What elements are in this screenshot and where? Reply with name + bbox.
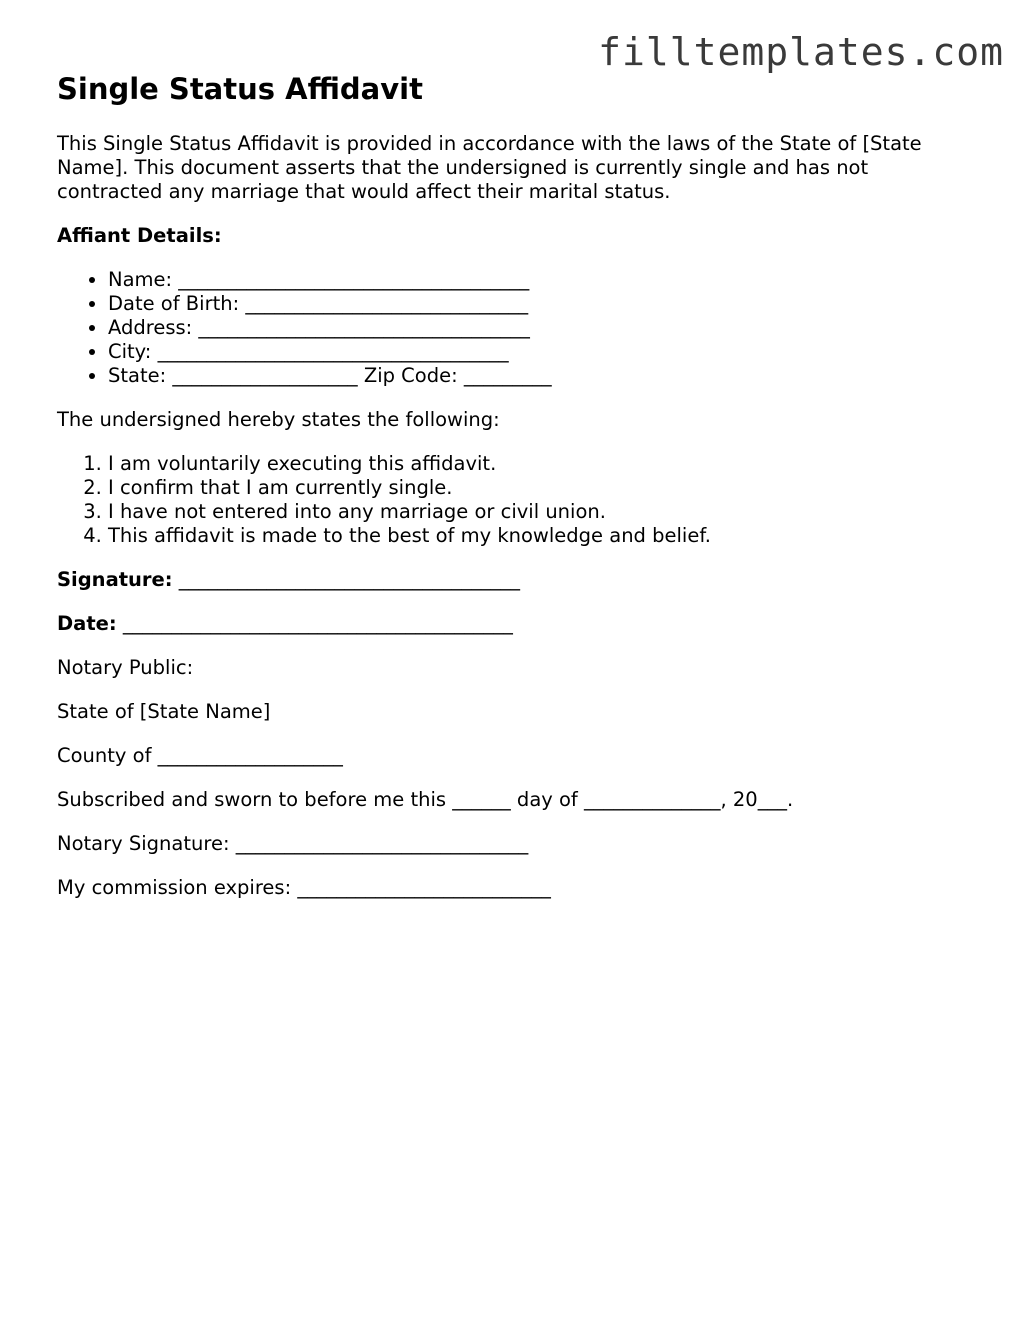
notary-public-label: Notary Public: <box>57 656 194 679</box>
affiant-details-heading: Affiant Details: <box>57 224 222 247</box>
statement-item: 2. I confirm that I am currently single. <box>108 476 977 500</box>
signature-line <box>57 568 977 592</box>
notary-state: State of [State Name] <box>57 700 271 723</box>
subscribed-sworn-line: Subscribed and sworn to before me this ______ day of ______________, 20___. <box>57 788 794 811</box>
document-page <box>57 70 977 900</box>
date-blank: ________________________________________ <box>122 612 513 635</box>
statement-intro: The undersigned hereby states the following: <box>57 408 500 431</box>
affiant-field-name: • Name: ____________________________________ <box>108 268 977 292</box>
statement-item: 4. This affidavit is made to the best of my knowledge and belief. <box>108 524 977 548</box>
document-title: Single Status Affidavit <box>57 72 423 106</box>
affiant-field-state-zip: • State: ___________________ Zip Code: _________ <box>108 364 977 388</box>
intro-paragraph: This Single Status Affidavit is provided in accordance with the laws of the State of [State Name]. This document asserts that the undersigned is currently single and has not contracted any marriage that would affect their marital status. <box>57 132 922 203</box>
affiant-field-city: • City: ____________________________________ <box>108 340 977 364</box>
statement-item: 3. I have not entered into any marriage or civil union. <box>108 500 977 524</box>
affiant-field-address: • Address: __________________________________ <box>108 316 977 340</box>
affiant-field-date-of-birth: • Date of Birth: _____________________________ <box>108 292 977 316</box>
affiant-details-list <box>57 268 977 388</box>
signature-blank: ___________________________________ <box>178 568 521 591</box>
watermark-text: filltemplates.com <box>598 30 1004 74</box>
notary-county: County of ___________________ <box>57 744 343 767</box>
notary-signature-line: Notary Signature: ______________________________ <box>57 832 529 855</box>
date-line <box>57 612 977 636</box>
statement-item: 1. I am voluntarily executing this affidavit. <box>108 452 977 476</box>
commission-expires-line: My commission expires: __________________________ <box>57 876 551 899</box>
date-label: Date: <box>57 612 117 635</box>
statements-list <box>57 452 977 548</box>
signature-label: Signature: <box>57 568 173 591</box>
